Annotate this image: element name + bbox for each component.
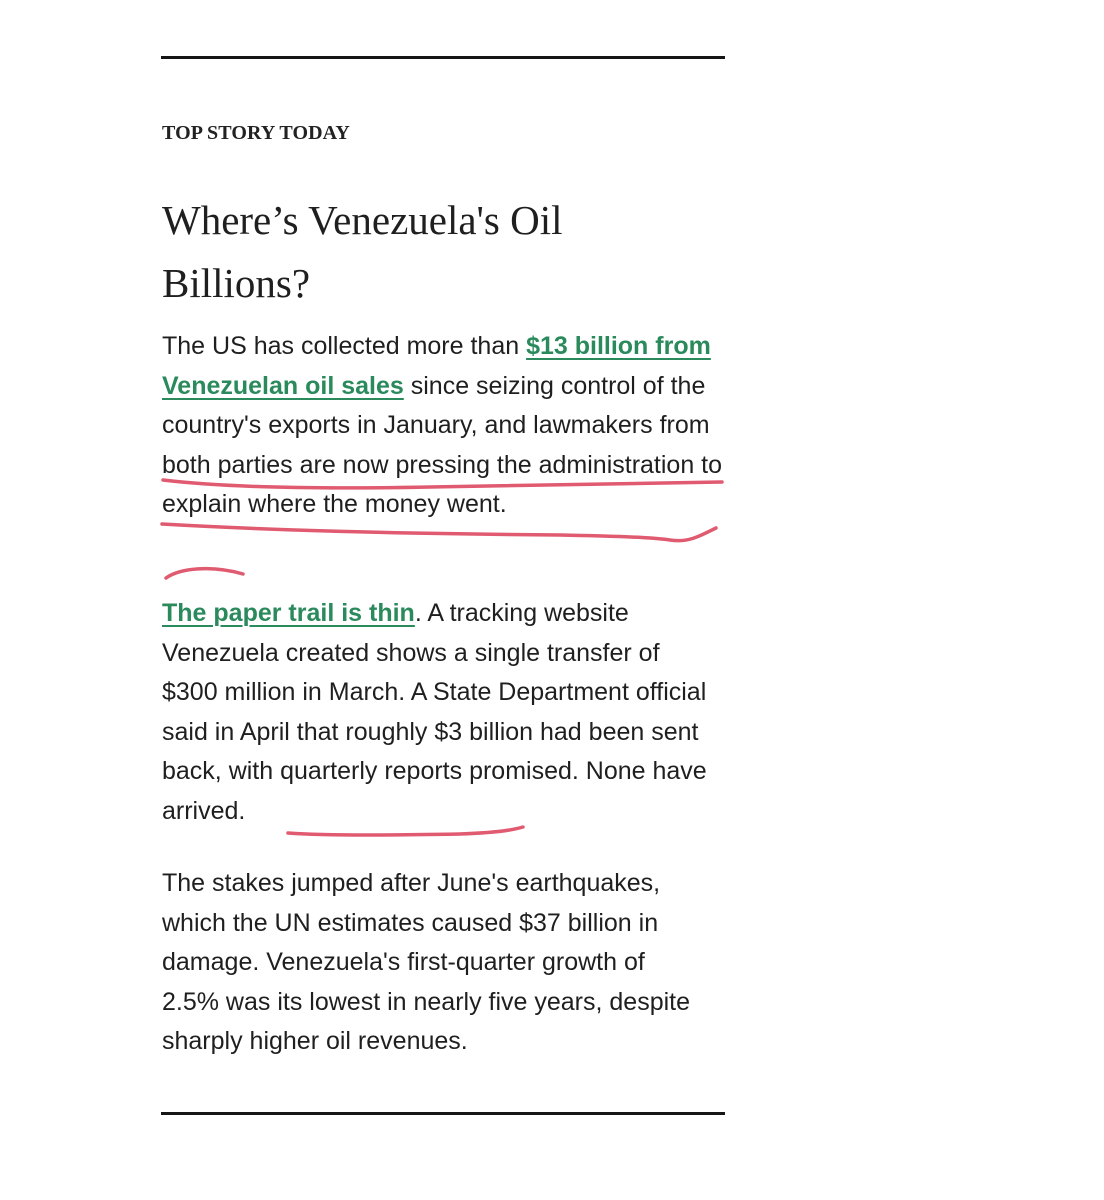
stakes-text: The stakes jumped after June's earthquakes, which the UN estimates caused $37 billion in damage. Venezuela's first-quarter growth of 2.5% was its lowest in nearly five years, despite sharply higher oil revenues.	[162, 869, 691, 1055]
underline-mark-line-2	[162, 524, 716, 541]
paper-trail-link[interactable]: The paper trail is thin	[162, 599, 415, 627]
paragraph-lede	[162, 327, 724, 525]
section-label: TOP STORY TODAY	[162, 122, 350, 144]
paragraph-stakes	[162, 864, 702, 1062]
lede-text-start: The US has collected more than	[162, 332, 527, 360]
lede-text-end: since seizing control of the country's exports in January, and lawmakers from both parties are now pressing the administration to explain where the money went.	[162, 371, 723, 518]
oil-sales-link[interactable]: $13 billion from Venezuelan oil sales	[162, 332, 711, 400]
paper-trail-text: . A tracking website Venezuela created shows a single transfer of $300 million in March. A State Department official said in April that roughly $3 billion had been sent back, with quarterly reports promised. None have arrived.	[162, 599, 707, 825]
paragraph-paper-trail	[162, 594, 707, 831]
headline: Where’s Venezuela's Oil Billions?	[162, 197, 563, 306]
underline-mark-went	[166, 569, 243, 578]
bottom-divider	[161, 1112, 725, 1115]
top-divider	[161, 56, 725, 59]
